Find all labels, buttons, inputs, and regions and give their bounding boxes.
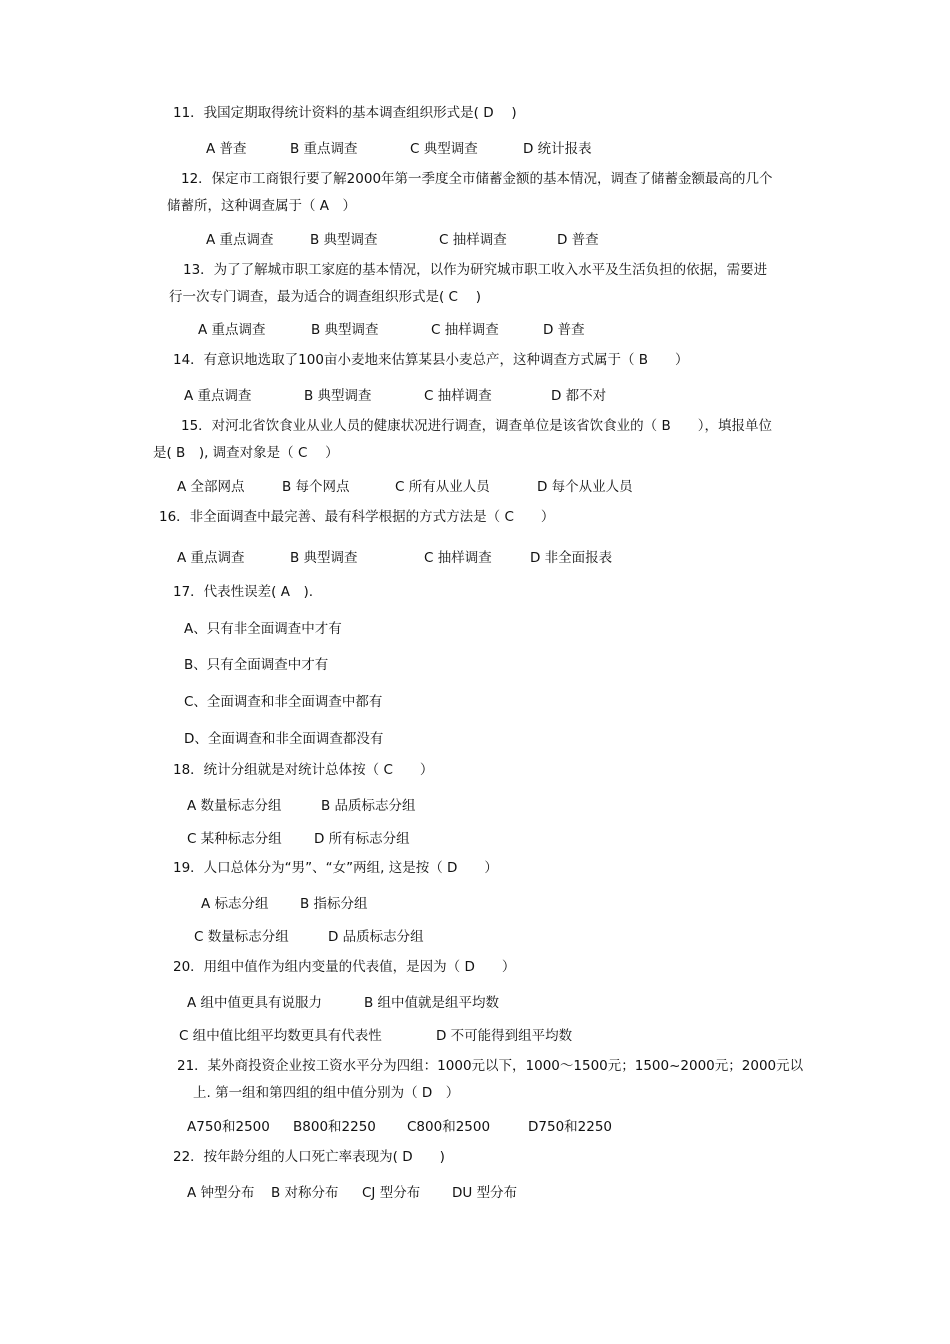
option-b: B 指标分组 [300,896,368,912]
option-d: D 统计报表 [523,141,592,157]
option-d: D 所有标志分组 [314,831,410,847]
question-22: 22．按年龄分组的人口死亡率表现为( D ) [173,1149,445,1165]
option-d: D 普查 [543,322,585,338]
option-a: A 普查 [206,141,247,157]
option-d: DU 型分布 [452,1185,518,1201]
option-a: A 数量标志分组 [187,798,282,814]
option-a: A 重点调查 [198,322,266,338]
option-c: C 抽样调查 [424,388,492,404]
option-c: C800和2500 [407,1119,491,1135]
question-19: 19．人口总体分为“男”、“女”两组, 这是按（ D ） [173,860,498,876]
option-b: B、只有全面调查中才有 [184,657,329,673]
question-21-line-1: 21．某外商投资企业按工资水平分为四组：1000元以下，1000～1500元；1500~2000元；2000元以 [177,1058,804,1074]
option-a: A、只有非全面调查中才有 [184,621,342,637]
question-21-line-2: 上. 第一组和第四组的组中值分别为（ D ） [193,1085,460,1101]
option-c: C 所有从业人员 [395,479,490,495]
question-15-line-1: 15．对河北省饮食业从业人员的健康状况进行调查，调查单位是该省饮食业的（ B ），填报单位 [181,418,772,434]
option-c: C 数量标志分组 [194,929,289,945]
question-11: 11．我国定期取得统计资料的基本调查组织形式是( D ) [173,105,517,121]
option-d: D 每个从业人员 [537,479,633,495]
option-b: B 对称分布 [271,1185,339,1201]
option-a: A 重点调查 [177,550,245,566]
question-13-line-1: 13．为了了解城市职工家庭的基本情况，以作为研究城市职工收入水平及生活负担的依据，需要进 [183,262,768,278]
question-16: 16．非全面调查中最完善、最有科学根据的方式方法是（ C ） [159,509,555,525]
option-c: C 组中值比组平均数更具有代表性 [179,1028,382,1044]
option-a: A 钟型分布 [187,1185,255,1201]
question-18: 18．统计分组就是对统计总体按（ C ） [173,762,434,778]
option-a: A 全部网点 [177,479,245,495]
option-c: C、全面调查和非全面调查中都有 [184,694,383,710]
option-c: C 抽样调查 [431,322,499,338]
option-c: CJ 型分布 [362,1185,421,1201]
option-a: A 重点调查 [206,232,274,248]
option-d: D 普查 [557,232,599,248]
option-a: A 组中值更具有说服力 [187,995,323,1011]
option-c: C 某种标志分组 [187,831,282,847]
option-b: B 重点调查 [290,141,358,157]
option-b: B 典型调查 [311,322,379,338]
option-d: D、全面调查和非全面调查都没有 [184,731,384,747]
option-b: B 典型调查 [304,388,372,404]
question-13-line-2: 行一次专门调查，最为适合的调查组织形式是( C ) [169,289,482,305]
option-c: C 抽样调查 [424,550,492,566]
option-c: C 典型调查 [410,141,478,157]
option-d: D 都不对 [551,388,607,404]
option-b: B 典型调查 [310,232,378,248]
question-12-line-1: 12．保定市工商银行要了解2000年第一季度全市储蓄金额的基本情况，调查了储蓄金额最高的几个 [181,171,773,187]
question-15-line-2: 是( B ), 调查对象是（ C ） [153,445,339,461]
option-a: A750和2500 [187,1119,270,1135]
option-d: D 品质标志分组 [328,929,424,945]
option-a: A 标志分组 [201,896,269,912]
option-b: B 每个网点 [282,479,350,495]
option-b: B800和2250 [293,1119,376,1135]
option-b: B 品质标志分组 [321,798,416,814]
question-12-line-2: 储蓄所，这种调查属于（ A ） [167,198,357,214]
option-b: B 组中值就是组平均数 [364,995,500,1011]
option-b: B 典型调查 [290,550,358,566]
question-17: 17．代表性误差( A ). [173,584,314,600]
question-20: 20．用组中值作为组内变量的代表值，是因为（ D ） [173,959,516,975]
option-d: D 不可能得到组平均数 [436,1028,573,1044]
option-c: C 抽样调查 [439,232,507,248]
question-14: 14．有意识地选取了100亩小麦地来估算某县小麦总产，这种调查方式属于（ B ） [173,352,689,368]
option-d: D 非全面报表 [530,550,613,566]
option-a: A 重点调查 [184,388,252,404]
option-d: D750和2250 [528,1119,613,1135]
